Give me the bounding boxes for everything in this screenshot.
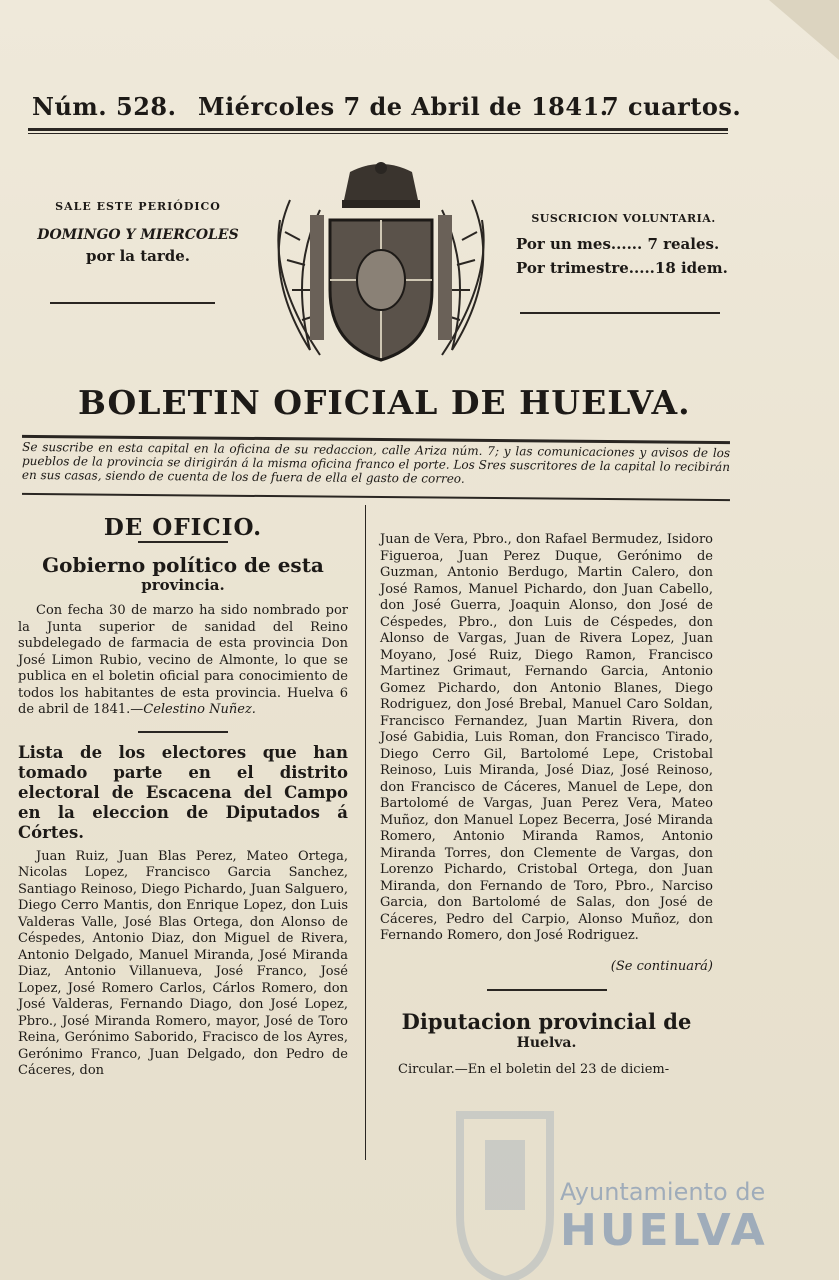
masthead-rule — [28, 128, 728, 131]
publication-schedule — [28, 200, 248, 265]
diputacion-heading: Diputacion provincial de — [401, 1009, 692, 1034]
electores-list-part2: Juan de Vera, Pbro., don Rafael Bermudez, Isidoro Figueroa, Juan Perez Duque, Gerónimo de Guzman, Antonio Berdugo, Martin Calero, don José Ramos, Manuel Pichardo, don Juan Cabello, don José Guerra, Joaquin Alonso, don José de Céspedes, Pbro., don Luis de Céspedes, don Alonso de Vargas, Juan de Rivera Lopez, Juan Moyano, José Ruiz, Diego Ramon, Francisco Martinez Grimaut, Fernando Garcia, Antonio Gomez Pichardo, don Antonio Blanes, Diego Rodriguez, don José Brebal, Manuel Caro Soldan, Francisco Fernandez, Juan Martin Rivera, don José Gabidia, Luis Roman, don Francisco Tirado, Diego Cerro Gil, Bartolomé Lepe, Cristobal Reinoso, Luis Miranda, José Diaz, José Reinoso, don Francisco de Cáceres, Manuel de Lepe, don Bartolomé de Vargas, Juan Perez Vera, Mateo Muñoz, don Manuel Lopez Becerra, José Miranda Romero, Antonio Miranda Ramos, Antonio Miranda Torres, don Clemente de Vargas, don Lorenzo Pichardo, Cristobal Ortega, don Juan Miranda, don Fernando de Toro, Pbro., Narciso Garcia, don Bartolomé de Salas, don José de Cáceres, Pedro del Carpio, Alonso Muñoz, don Fernando Romero, don José Rodriguez. — [380, 532, 713, 943]
signature: Celestino Nuñez. — [143, 702, 256, 717]
section-heading-oficio: DE OFICIO. — [103, 514, 263, 541]
left-divider — [50, 302, 215, 304]
newspaper-title: BOLETIN OFICIAL DE HUELVA. — [78, 383, 691, 422]
subscription-prices — [516, 212, 731, 277]
circular-text: Circular.—En el boletin del 23 de diciem- — [398, 1061, 670, 1077]
days-label: DOMINGO Y MIERCOLES — [37, 227, 239, 243]
electores-heading: Lista de los electores que han tomado parte en el distrito electoral de Escacena del Campo en la eleccion de Diputados á Córtes. — [18, 742, 348, 842]
watermark-line2: HUELVA — [560, 1205, 768, 1256]
right-column — [380, 532, 713, 1078]
price-quarterly: Por trimestre.....18 idem. — [516, 259, 728, 277]
issue-number: Núm. 528. — [32, 92, 177, 121]
left-column — [18, 514, 348, 1080]
tarde-label: por la tarde. — [85, 247, 191, 265]
masthead-rule-thin — [28, 133, 728, 134]
folded-corner — [769, 0, 839, 60]
price-monthly: Por un mes...... 7 reales. — [516, 235, 720, 253]
provincia-subheading: provincia. — [141, 575, 225, 594]
continuara-note: (Se continuará) — [610, 958, 713, 974]
right-divider — [520, 312, 720, 314]
royal-coat-of-arms-icon — [250, 160, 512, 370]
sale-label: SALE ESTE PERIÓDICO — [55, 200, 221, 213]
watermark-line1: Ayuntamiento de — [560, 1178, 766, 1206]
issue-date: Miércoles 7 de Abril de 1841. — [198, 92, 609, 121]
article-nombramiento — [18, 603, 348, 719]
subscription-notice: Se suscribe en esta capital en la oficina de su redaccion, calle Ariza núm. 7; y las comunicaciones y avisos de los pueblos de la provincia se dirigirán á la misma oficina franco el porte. Los Sres suscritores de la capital lo recibirán en sus casas, siendo de cuenta de los de fuera de ella el gasto de correo. — [21, 439, 731, 486]
masthead-topline — [30, 92, 742, 132]
huelva-subheading: Huelva. — [516, 1035, 577, 1051]
issue-price: 7 cuartos. — [602, 92, 742, 121]
column-divider — [365, 505, 366, 1160]
section-separator — [487, 989, 607, 991]
nombramiento-text: Con fecha 30 de marzo ha sido nombrado por la Junta superior de sanidad del Reino subdelegado de farmacia de esta provincia Don José Limon Rubio, vecino de Almonte, lo que se publica en el boletin oficial para conocimiento de todos los habitantes de esta provincia. Huelva 6 de abril de 1841.— — [18, 603, 348, 717]
gobierno-heading: Gobierno político de esta — [42, 552, 324, 577]
article-separator — [138, 731, 228, 733]
suscricion-label: SUSCRICION VOLUNTARIA. — [531, 212, 716, 225]
electores-list-part1: Juan Ruiz, Juan Blas Perez, Mateo Ortega, Nicolas Lopez, Francisco Garcia Sanchez, Santiago Reinoso, Diego Pichardo, Juan Salguero, Diego Cerro Mantis, don Enrique Lopez, don Luis Valderas Valle, José Blas Ortega, don Alonso de Céspedes, Antonio Diaz, don Miguel de Rivera, Antonio Delgado, Manuel Miranda, José Miranda Diaz, Antonio Villanueva, José Franco, José Lopez, José Romero Carlos, Cárlos Romero, don José Valderas, Fernando Diago, don José Lopez, Pbro., José Miranda Romero, mayor, José de Toro Reina, Gerónimo Saborido, Fracisco de los Ayres, Gerónimo Franco, Juan Delgado, don Pedro de Cáceres, don — [18, 848, 348, 1078]
